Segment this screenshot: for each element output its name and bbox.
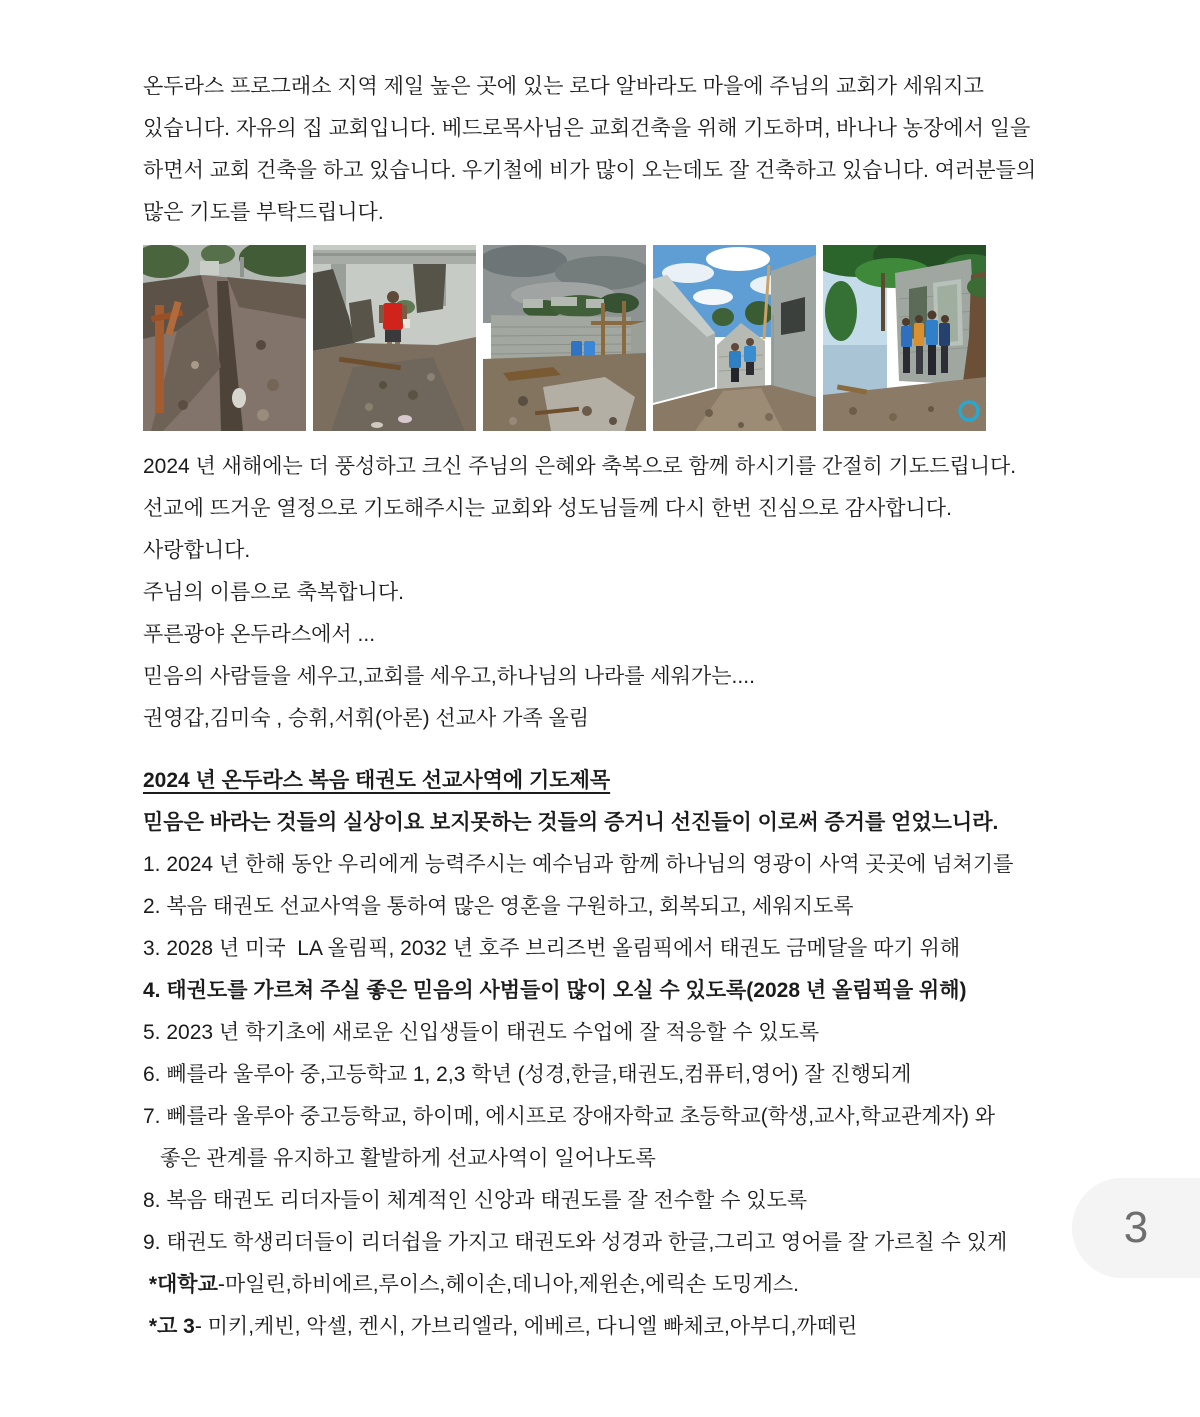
college-label: *대학교 (143, 1273, 218, 1296)
page-number: 3 (1123, 1203, 1149, 1252)
page-number-indicator (1072, 1178, 1200, 1278)
walls-path-people-photo (653, 245, 816, 431)
greeting-line: 2024 년 새해에는 더 풍성하고 크신 주님의 은혜와 축복으로 함께 하시기를 간절히 기도드립니다. (143, 455, 1017, 478)
greeting-line: 믿음의 사람들을 세우고,교회를 세우고,하나님의 나라를 세워가는.... (143, 665, 755, 688)
prayer-item-5: 5. 2023 년 학기초에 새로운 신입생들이 태권도 수업에 잘 적응할 수 있도록 (143, 1021, 820, 1044)
foundation-trench-image (143, 245, 306, 431)
block-walls-barrels-photo (483, 245, 646, 431)
senior-label: *고 3 (143, 1315, 195, 1338)
intro-line: 많은 기도를 부탁드립니다. (143, 201, 384, 224)
foundation-trench-photo (143, 245, 306, 431)
block-walls-barrels-image (483, 245, 646, 431)
intro-paragraph (143, 66, 1083, 234)
prayer-section-heading: 2024 년 온두라스 복음 태권도 선교사역에 기도제목 (143, 769, 611, 792)
prayer-item-3: 3. 2028 년 미국 LA 올림픽, 2032 년 호주 브리즈번 올림픽에서 태권도 금메달을 따기 위해 (143, 937, 961, 960)
greeting-line: 주님의 이름으로 축복합니다. (143, 581, 404, 604)
college-names-line (143, 1264, 1083, 1306)
intro-line: 있습니다. 자유의 집 교회입니다. 베드로목사님은 교회건축을 위해 기도하며, 바나나 농장에서 일을 (143, 117, 1031, 140)
greeting-line: 푸른광야 온두라스에서 ... (143, 623, 376, 646)
college-names: -마일린,하비에르,루이스,헤이손,데니아,제윈손,에릭손 도밍게스. (217, 1273, 799, 1296)
construction-photos-row (143, 245, 1083, 431)
prayer-item-1: 1. 2024 년 한해 동안 우리에게 능력주시는 예수님과 함께 하나님의 영광이 사역 곳곳에 넘쳐기를 (143, 853, 1014, 876)
prayer-section (143, 760, 1083, 1348)
prayer-item-9: 9. 태권도 학생리더들이 리더쉽을 가지고 태권도와 성경과 한글,그리고 영어를 잘 가르칠 수 있게 (143, 1231, 1008, 1254)
newsletter-page (143, 66, 1083, 1348)
worker-red-shirt-photo (313, 245, 476, 431)
prayer-item-7: 7. 뻬를라 울루아 중고등학교, 하이메, 에시프로 장애자학교 초등학교(학생,교사,학교관계자) 와 (143, 1105, 996, 1128)
prayer-item-7-continued: 좋은 관계를 유지하고 활발하게 선교사역이 일어나도록 (160, 1147, 656, 1170)
intro-line: 하면서 교회 건축을 하고 있습니다. 우기철에 비가 많이 오는데도 잘 건축하고 있습니다. 여러분들의 (143, 159, 1037, 182)
greeting-block (143, 446, 1083, 740)
worker-red-shirt-image (313, 245, 476, 431)
senior-names-line (143, 1306, 1083, 1348)
prayer-item-4: 4. 태권도를 가르쳐 주실 좋은 믿음의 사범들이 많이 오실 수 있도록(2028 년 올림픽을 위해) (143, 979, 967, 1002)
group-by-wall-photo (823, 245, 986, 431)
group-by-wall-image (823, 245, 986, 431)
prayer-item-8: 8. 복음 태권도 리더자들이 체계적인 신앙과 태권도를 잘 전수할 수 있도록 (143, 1189, 808, 1212)
signature-line: 권영갑,김미숙 , 승휘,서휘(아론) 선교사 가족 올림 (143, 707, 590, 730)
senior-names: - 미키,케빈, 악셀, 켄시, 가브리엘라, 에베르, 다니엘 빠체코,아부디,까떼린 (194, 1315, 858, 1338)
intro-line: 온두라스 프로그래소 지역 제일 높은 곳에 있는 로다 알바라도 마을에 주님의 교회가 세워지고 (143, 75, 984, 98)
greeting-line: 사랑합니다. (143, 539, 251, 562)
walls-path-people-image (653, 245, 816, 431)
greeting-line: 선교에 뜨거운 열정으로 기도해주시는 교회와 성도님들께 다시 한번 진심으로 감사합니다. (143, 497, 952, 520)
prayer-item-6: 6. 뻬를라 울루아 중,고등학교 1, 2,3 학년 (성경,한글,태권도,컴퓨터,영어) 잘 진행되게 (143, 1063, 912, 1086)
bible-verse-line: 믿음은 바라는 것들의 실상이요 보지못하는 것들의 증거니 선진들이 이로써 증거를 얻었느니라. (143, 811, 999, 834)
prayer-item-2: 2. 복음 태권도 선교사역을 통하여 많은 영혼을 구원하고, 회복되고, 세워지도록 (143, 895, 854, 918)
